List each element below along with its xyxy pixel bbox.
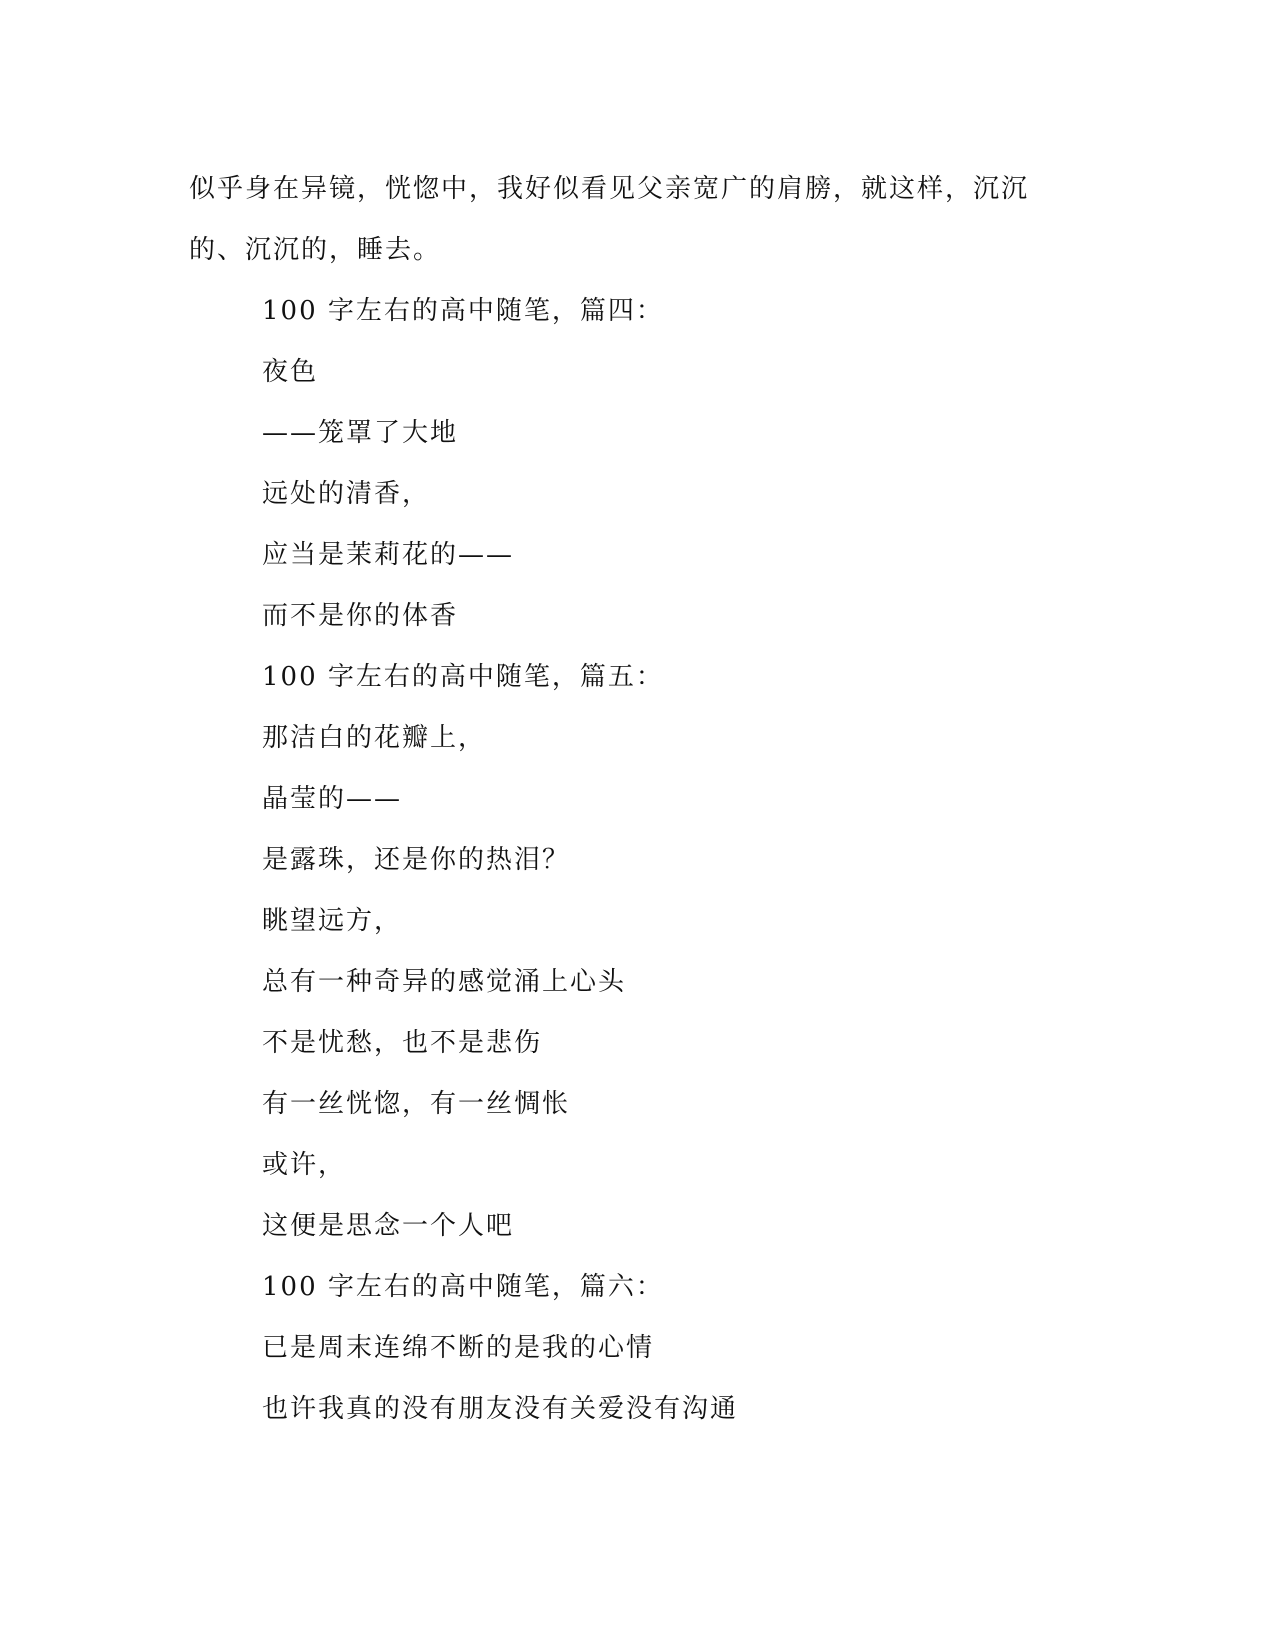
poem-line: 这便是思念一个人吧: [262, 1211, 515, 1241]
poem-line: 晶莹的——: [262, 784, 403, 814]
poem-line: 有一丝恍惚，有一丝惆怅: [262, 1089, 571, 1119]
poem-line: 也许我真的没有朋友没有关爱没有沟通: [262, 1394, 739, 1424]
poem-line: 夜色: [262, 357, 319, 387]
poem-line: 不是忧愁，也不是悲伤: [262, 1028, 543, 1058]
poem-line: 已是周末连绵不断的是我的心情: [262, 1333, 655, 1363]
poem-line: 总有一种奇异的感觉涌上心头: [262, 967, 627, 997]
poem-line: ——笼罩了大地: [262, 418, 459, 448]
poem-line: 或许，: [262, 1150, 347, 1180]
section-heading: 100 字左右的高中随笔，篇六：: [262, 1272, 664, 1302]
poem-line: 远处的清香，: [262, 479, 431, 509]
poem-line: 而不是你的体香: [262, 601, 459, 631]
paragraph-line: 似乎身在异镜，恍惚中，我好似看见父亲宽广的肩膀，就这样，沉沉: [189, 174, 1030, 204]
section-heading: 100 字左右的高中随笔，篇五：: [262, 662, 664, 692]
section-heading: 100 字左右的高中随笔，篇四：: [262, 296, 664, 326]
poem-line: 眺望远方，: [262, 906, 403, 936]
paragraph-line: 的、沉沉的，睡去。: [189, 235, 442, 265]
poem-line: 应当是茉莉花的——: [262, 540, 515, 570]
poem-line: 那洁白的花瓣上，: [262, 723, 487, 753]
poem-line: 是露珠，还是你的热泪？: [262, 845, 571, 875]
